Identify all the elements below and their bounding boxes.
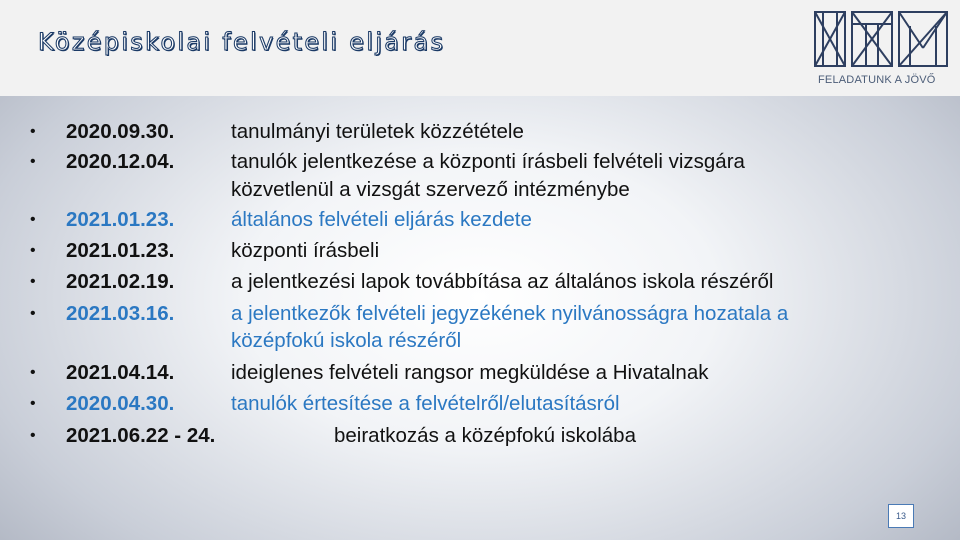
item-date: 2021.01.23.	[66, 208, 175, 231]
bullet: •	[30, 364, 36, 381]
item-desc: tanulók értesítése a felvételről/elutasításról	[231, 392, 620, 415]
item-desc: általános felvételi eljárás kezdete	[231, 208, 532, 231]
item-desc: központi írásbeli	[231, 239, 380, 262]
item-date: 2021.06.22 - 24.	[66, 424, 216, 447]
bullet: •	[30, 242, 36, 259]
item-desc: a jelentkezők felvételi jegyzékének nyilvánosságra hozatala a	[231, 302, 789, 325]
item-desc-cont: közvetlenül a vizsgát szervező intézménybe	[231, 178, 630, 201]
item-desc: a jelentkezési lapok továbbítása az általános iskola részéről	[231, 270, 774, 293]
bullet: •	[30, 153, 36, 170]
page-number: 13	[888, 504, 914, 528]
item-desc: tanulók jelentkezése a központi írásbeli felvételi vizsgára	[231, 150, 745, 173]
item-desc: beiratkozás a középfokú iskolába	[334, 424, 636, 447]
item-date: 2020.04.30.	[66, 392, 175, 415]
item-desc-cont: középfokú iskola részéről	[231, 329, 462, 352]
page-title: Középiskolai felvételi eljárás	[38, 28, 446, 56]
item-date: 2021.01.23.	[66, 239, 175, 262]
bullet: •	[30, 273, 36, 290]
bullet: •	[30, 427, 36, 444]
bullet: •	[30, 305, 36, 322]
logo-tagline: FELADATUNK A JÖVŐ	[818, 74, 936, 86]
item-desc: tanulmányi területek közzététele	[231, 120, 524, 143]
item-date: 2020.09.30.	[66, 120, 175, 143]
item-date: 2020.12.04.	[66, 150, 175, 173]
item-date: 2021.04.14.	[66, 361, 175, 384]
bullet: •	[30, 211, 36, 228]
bullet: •	[30, 395, 36, 412]
item-date: 2021.03.16.	[66, 302, 175, 325]
item-desc: ideiglenes felvételi rangsor megküldése a Hivatalnak	[231, 361, 709, 384]
item-date: 2021.02.19.	[66, 270, 175, 293]
bullet: •	[30, 123, 36, 140]
